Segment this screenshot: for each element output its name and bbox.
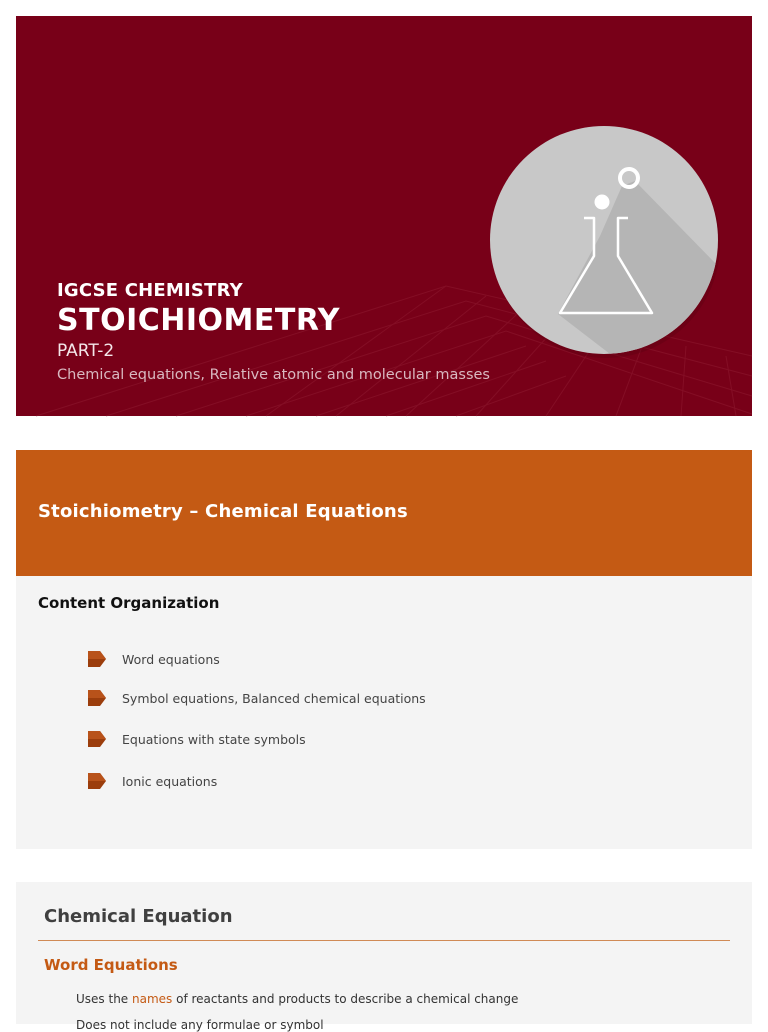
tag-arrow-icon <box>86 770 108 792</box>
title-slide <box>16 16 752 416</box>
highlight-names: names <box>132 992 173 1006</box>
list-item <box>86 770 217 792</box>
title-divider <box>38 940 730 941</box>
flask-icon <box>490 126 718 354</box>
list-item-label: Ionic equations <box>122 773 218 789</box>
title-block <box>57 280 490 385</box>
list-item <box>86 687 426 709</box>
list-item-label: Equations with state symbols <box>122 731 306 747</box>
content-slide-body <box>16 576 752 849</box>
tag-arrow-icon <box>86 728 108 750</box>
content-slide-header <box>16 450 752 576</box>
tag-arrow-icon <box>86 687 108 709</box>
content-slide-title: Stoichiometry – Chemical Equations <box>38 501 408 522</box>
content-organization-heading: Content Organization <box>38 594 220 612</box>
equation-slide-title: Chemical Equation <box>44 906 233 927</box>
definition-text-end: of reactants and products to describe a chemical change <box>172 992 519 1006</box>
course-label: IGCSE CHEMISTRY <box>57 280 243 301</box>
part-label: PART-2 <box>57 341 115 361</box>
equation-slide <box>16 882 752 1032</box>
slide-title: STOICHIOMETRY <box>57 303 341 338</box>
slide-subtitle: Chemical equations, Relative atomic and molecular masses <box>57 367 490 383</box>
list-item <box>86 728 306 750</box>
list-item-label: Symbol equations, Balanced chemical equations <box>122 690 426 706</box>
list-item <box>86 648 220 670</box>
definition-text-start: Uses the <box>76 992 132 1006</box>
definition-line <box>76 992 518 1006</box>
word-equations-heading: Word Equations <box>44 956 178 974</box>
list-item-label: Word equations <box>122 651 220 667</box>
definition-line-2: Does not include any formulae or symbol <box>76 1018 324 1032</box>
tag-arrow-icon <box>86 648 108 670</box>
